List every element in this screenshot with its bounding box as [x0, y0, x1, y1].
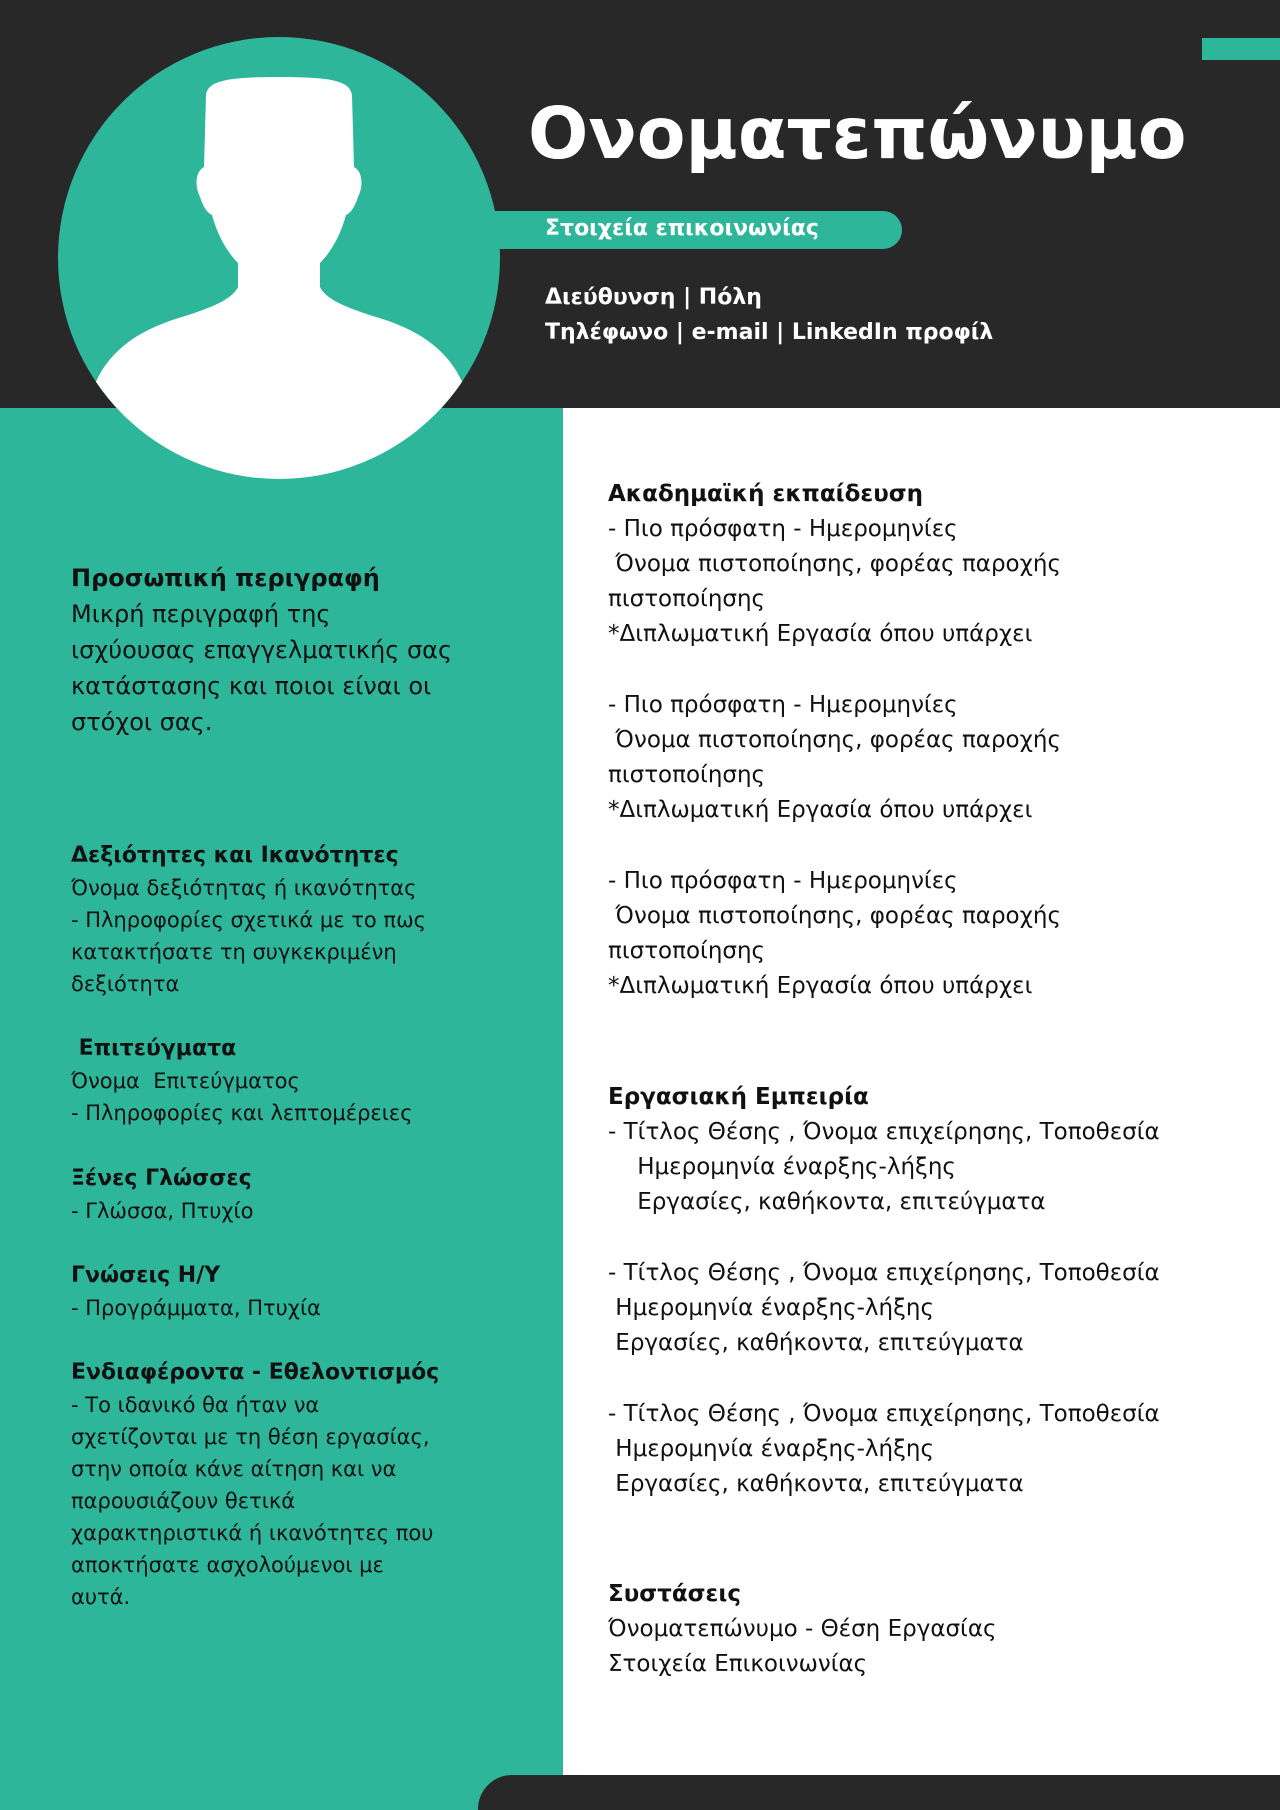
experience-heading: Εργασιακή Εμπειρία [608, 1084, 869, 1110]
profile-section [71, 560, 511, 740]
interests-line: στην οποία κάνε αίτηση και να [71, 1457, 397, 1481]
references-line: Στοιχεία Επικοινωνίας [608, 1651, 868, 1677]
experience-line: Εργασίες, καθήκοντα, επιτεύγματα [608, 1189, 1046, 1215]
achievements-section [71, 1033, 511, 1129]
profile-line: κατάστασης και ποιοι είναι οι [71, 672, 432, 700]
education-entry [608, 512, 1268, 652]
experience-line: Ημερομηνία έναρξης-λήξης [608, 1154, 956, 1180]
computer-skills-line: - Προγράμματα, Πτυχία [71, 1296, 321, 1320]
experience-entry [608, 1256, 1268, 1361]
achievements-heading: Επιτεύγματα [71, 1036, 237, 1061]
education-entry [608, 688, 1268, 828]
education-line: - Πιο πρόσφατη - Ημερομηνίες [608, 692, 958, 718]
skills-line: κατακτήσατε τη συγκεκριμένη [71, 940, 397, 964]
profile-heading: Προσωπική περιγραφή [71, 564, 380, 592]
achievements-line: - Πληροφορίες και λεπτομέρειες [71, 1101, 413, 1125]
education-entry [608, 864, 1268, 1004]
contact-label: Στοιχεία επικοινωνίας [545, 216, 819, 241]
education-line: *Διπλωματική Εργασία όπου υπάρχει [608, 621, 1033, 647]
interests-line: σχετίζονται με τη θέση εργασίας, [71, 1425, 430, 1449]
skills-line: Όνομα δεξιότητας ή ικανότητας [71, 876, 417, 900]
achievements-line: Όνομα Επιτεύγματος [71, 1069, 300, 1093]
education-heading: Ακαδημαϊκή εκπαίδευση [608, 481, 924, 507]
experience-section [608, 1080, 1268, 1502]
education-line: - Πιο πρόσφατη - Ημερομηνίες [608, 516, 958, 542]
references-section [608, 1577, 1268, 1682]
interests-line: αυτά. [71, 1585, 131, 1609]
education-line: Όνομα πιστοποίησης, φορέας παροχής [608, 903, 1061, 929]
experience-line: Ημερομηνία έναρξης-λήξης [608, 1295, 934, 1321]
interests-line: - Το ιδανικό θα ήταν να [71, 1393, 320, 1417]
experience-line: Ημερομηνία έναρξης-λήξης [608, 1436, 934, 1462]
education-section [608, 477, 1268, 1004]
experience-entry [608, 1397, 1268, 1502]
avatar [58, 37, 500, 479]
references-line: Όνοματεπώνυμο - Θέση Εργασίας [608, 1616, 997, 1642]
education-line: - Πιο πρόσφατη - Ημερομηνίες [608, 868, 958, 894]
skills-section [71, 840, 511, 1000]
education-line: Όνομα πιστοποίησης, φορέας παροχής [608, 727, 1061, 753]
accent-bar [1202, 38, 1280, 60]
education-line: πιστοποίησης [608, 762, 766, 788]
education-line: πιστοποίησης [608, 938, 766, 964]
education-line: πιστοποίησης [608, 586, 766, 612]
computer-skills-section [71, 1260, 511, 1324]
skills-line: - Πληροφορίες σχετικά με το πως [71, 908, 426, 932]
experience-line: - Τίτλος Θέσης , Όνομα επιχείρησης, Τοποθεσία [608, 1401, 1160, 1427]
contact-label-pill [488, 211, 902, 249]
address-line: Διεύθυνση | Πόλη [545, 285, 762, 310]
languages-line: - Γλώσσα, Πτυχίο [71, 1199, 254, 1223]
profile-line: ισχύουσας επαγγελματικής σας [71, 636, 453, 664]
profile-line: Μικρή περιγραφή της [71, 600, 331, 628]
interests-heading: Ενδιαφέροντα - Εθελοντισμός [71, 1360, 440, 1385]
experience-line: Εργασίες, καθήκοντα, επιτεύγματα [608, 1471, 1024, 1497]
experience-line: - Τίτλος Θέσης , Όνομα επιχείρησης, Τοποθεσία [608, 1119, 1160, 1145]
references-heading: Συστάσεις [608, 1581, 741, 1607]
education-line: *Διπλωματική Εργασία όπου υπάρχει [608, 797, 1033, 823]
languages-section [71, 1163, 511, 1227]
experience-line: Εργασίες, καθήκοντα, επιτεύγματα [608, 1330, 1024, 1356]
candidate-name: Ονοματεπώνυμο [528, 92, 1187, 175]
person-silhouette-icon [58, 37, 500, 479]
experience-entry [608, 1115, 1268, 1220]
experience-line: - Τίτλος Θέσης , Όνομα επιχείρησης, Τοποθεσία [608, 1260, 1160, 1286]
skills-heading: Δεξιότητες και Ικανότητες [71, 843, 399, 868]
contact-details-line: Τηλέφωνο | e-mail | LinkedIn προφίλ [545, 320, 994, 345]
interests-line: χαρακτηριστικά ή ικανότητες που [71, 1521, 434, 1545]
footer-bar [478, 1775, 1280, 1810]
computer-skills-heading: Γνώσεις Η/Υ [71, 1263, 221, 1288]
languages-heading: Ξένες Γλώσσες [71, 1166, 252, 1191]
profile-line: στόχοι σας. [71, 708, 213, 736]
interests-section [71, 1357, 511, 1613]
education-line: *Διπλωματική Εργασία όπου υπάρχει [608, 973, 1033, 999]
interests-line: αποκτήσατε ασχολούμενοι με [71, 1553, 384, 1577]
interests-line: παρουσιάζουν θετικά [71, 1489, 296, 1513]
education-line: Όνομα πιστοποίησης, φορέας παροχής [608, 551, 1061, 577]
skills-line: δεξιότητα [71, 972, 180, 996]
